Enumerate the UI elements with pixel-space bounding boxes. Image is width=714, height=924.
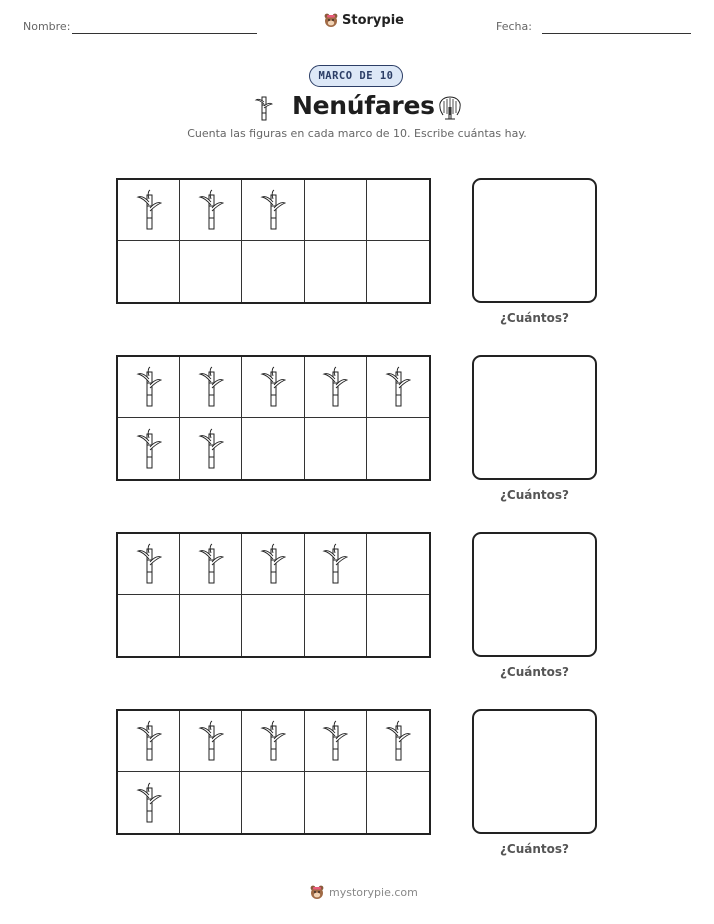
frame-cell bbox=[180, 711, 242, 772]
frame-cell bbox=[242, 772, 304, 833]
frame-cell bbox=[242, 241, 304, 302]
frame-cell bbox=[242, 595, 304, 656]
count-question: ¿Cuántos? bbox=[499, 488, 570, 502]
frame-cell bbox=[118, 180, 180, 241]
brand-name: Storypie bbox=[342, 12, 404, 28]
bamboo-icon bbox=[198, 366, 224, 408]
frame-cell bbox=[305, 595, 367, 656]
frame-cell bbox=[305, 772, 367, 833]
date-line[interactable] bbox=[542, 33, 691, 34]
frame-cell bbox=[118, 711, 180, 772]
frame-cell bbox=[367, 241, 429, 302]
bamboo-icon bbox=[260, 543, 286, 585]
ten-frame bbox=[116, 355, 431, 481]
bamboo-icon bbox=[254, 92, 274, 122]
frame-cell bbox=[180, 357, 242, 418]
ten-frame bbox=[116, 178, 431, 304]
bamboo-icon bbox=[136, 189, 162, 231]
bamboo-icon bbox=[385, 720, 411, 762]
name-label: Nombre: bbox=[23, 20, 71, 33]
count-question: ¿Cuántos? bbox=[499, 311, 570, 325]
frame-cell bbox=[367, 595, 429, 656]
frame-cell bbox=[367, 180, 429, 241]
count-question: ¿Cuántos? bbox=[499, 842, 570, 856]
page-title: Nenúfares bbox=[292, 91, 435, 120]
frame-cell bbox=[180, 772, 242, 833]
frame-cell bbox=[180, 418, 242, 479]
bamboo-icon bbox=[322, 366, 348, 408]
frame-cell bbox=[367, 711, 429, 772]
bamboo-icon bbox=[198, 720, 224, 762]
frame-cell bbox=[367, 772, 429, 833]
frame-cell bbox=[118, 357, 180, 418]
frame-cell bbox=[305, 357, 367, 418]
frame-cell bbox=[242, 180, 304, 241]
count-question: ¿Cuántos? bbox=[499, 665, 570, 679]
bamboo-icon bbox=[198, 189, 224, 231]
date-label: Fecha: bbox=[496, 20, 532, 33]
name-line[interactable] bbox=[72, 33, 257, 34]
frame-cell bbox=[180, 241, 242, 302]
frame-cell bbox=[118, 241, 180, 302]
frame-cell bbox=[118, 418, 180, 479]
willow-tree-icon bbox=[436, 93, 464, 121]
ten-frame bbox=[116, 532, 431, 658]
bear-mascot-icon bbox=[323, 12, 339, 28]
footer bbox=[309, 884, 418, 900]
bamboo-icon bbox=[136, 543, 162, 585]
bamboo-icon bbox=[260, 189, 286, 231]
bamboo-icon bbox=[385, 366, 411, 408]
bamboo-icon bbox=[322, 720, 348, 762]
bamboo-icon bbox=[136, 782, 162, 824]
brand-logo bbox=[323, 12, 404, 28]
frame-cell bbox=[242, 711, 304, 772]
bear-mascot-icon bbox=[309, 884, 325, 900]
frame-cell bbox=[305, 534, 367, 595]
bamboo-icon bbox=[198, 543, 224, 585]
bamboo-icon bbox=[260, 720, 286, 762]
bamboo-icon bbox=[136, 428, 162, 470]
frame-cell bbox=[118, 595, 180, 656]
answer-box[interactable] bbox=[472, 709, 597, 834]
frame-cell bbox=[305, 180, 367, 241]
frame-cell bbox=[305, 241, 367, 302]
bamboo-icon bbox=[136, 366, 162, 408]
answer-box[interactable] bbox=[472, 178, 597, 303]
frame-cell bbox=[180, 180, 242, 241]
frame-cell bbox=[118, 772, 180, 833]
frame-cell bbox=[242, 418, 304, 479]
instructions: Cuenta las figuras en cada marco de 10. Escribe cuántas hay. bbox=[187, 127, 527, 140]
frame-cell bbox=[118, 534, 180, 595]
frame-cell bbox=[242, 357, 304, 418]
frame-cell bbox=[180, 534, 242, 595]
frame-cell bbox=[367, 418, 429, 479]
answer-box[interactable] bbox=[472, 532, 597, 657]
bamboo-icon bbox=[260, 366, 286, 408]
frame-cell bbox=[305, 418, 367, 479]
answer-box[interactable] bbox=[472, 355, 597, 480]
frame-cell bbox=[367, 357, 429, 418]
bamboo-icon bbox=[198, 428, 224, 470]
frame-cell bbox=[242, 534, 304, 595]
bamboo-icon bbox=[136, 720, 162, 762]
bamboo-icon bbox=[322, 543, 348, 585]
frame-cell bbox=[367, 534, 429, 595]
category-badge: MARCO DE 10 bbox=[309, 65, 403, 87]
frame-cell bbox=[305, 711, 367, 772]
ten-frame bbox=[116, 709, 431, 835]
footer-url[interactable]: mystorypie.com bbox=[329, 885, 418, 899]
frame-cell bbox=[180, 595, 242, 656]
